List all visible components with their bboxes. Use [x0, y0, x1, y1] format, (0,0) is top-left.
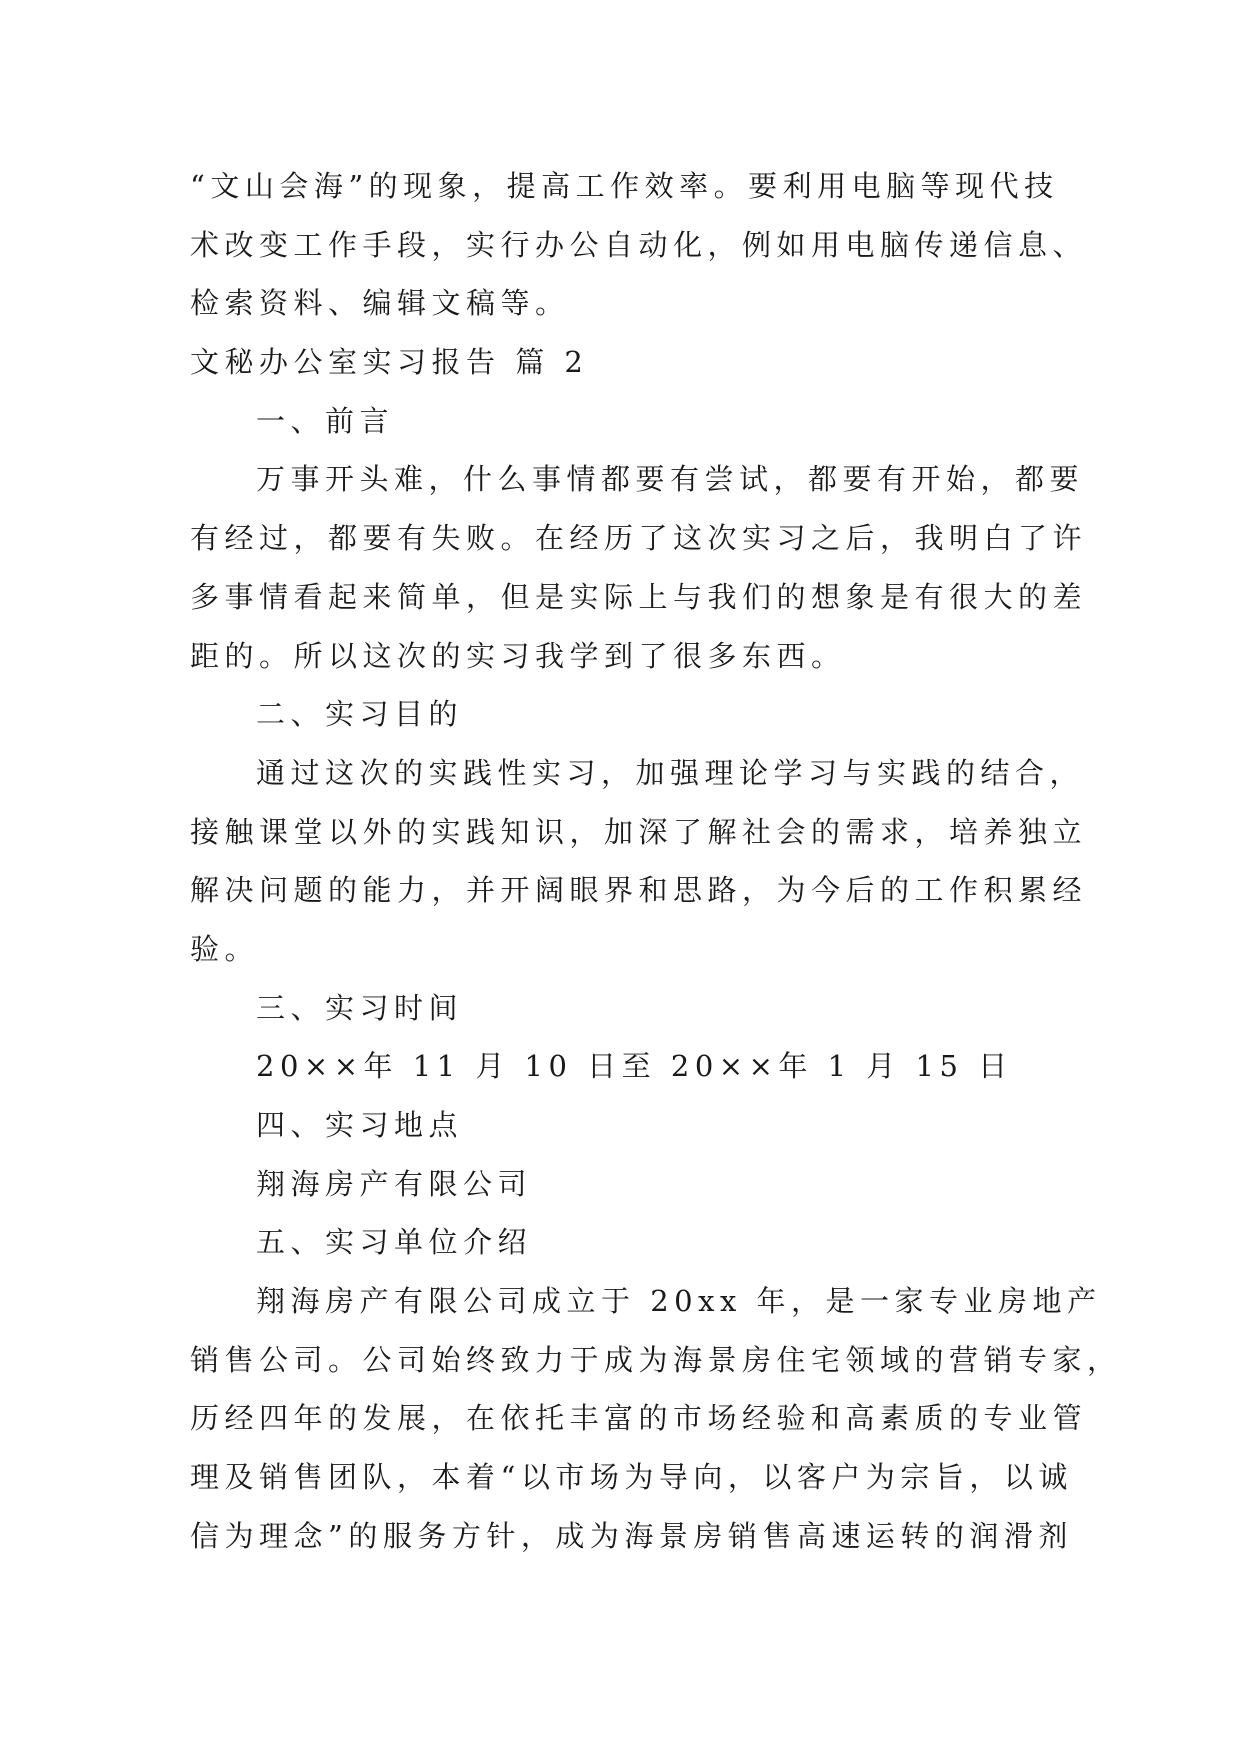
- paragraph-line: 通过这次的实践性实习，加强理论学习与实践的结合，: [256, 755, 1085, 790]
- paragraph-line: 术改变工作手段，实行办公自动化，例如用电脑传递信息、: [190, 227, 1088, 262]
- paragraph-line: 翔海房产有限公司成立于 20xx 年，是一家专业房地产: [256, 1284, 1102, 1319]
- internship-dates: 20××年 11 月 10 日至 20××年 1 月 15 日: [256, 1049, 1013, 1084]
- heading-location: 四、实习地点: [256, 1108, 464, 1142]
- paragraph-line: 理及销售团队，本着“以市场为导向，以客户为宗旨，以诚: [190, 1460, 1073, 1495]
- paragraph-line: “文山会海”的现象，提高工作效率。要利用电脑等现代技: [190, 169, 1059, 203]
- paragraph-line: 接触课堂以外的实践知识，加深了解社会的需求，培养独立: [190, 814, 1088, 849]
- paragraph-line: 距的。所以这次的实习我学到了很多东西。: [190, 638, 846, 673]
- paragraph-line: 验。: [190, 931, 260, 966]
- paragraph-line: 万事开头难，什么事情都要有尝试，都要有开始，都要: [256, 462, 1085, 497]
- section-title: 文秘办公室实习报告 篇 2: [190, 345, 589, 380]
- document-body: [190, 157, 1122, 1566]
- internship-company: 翔海房产有限公司: [256, 1166, 533, 1201]
- heading-company-intro: 五、实习单位介绍: [256, 1225, 533, 1260]
- paragraph-line: 历经四年的发展，在依托丰富的市场经验和高素质的专业管: [190, 1401, 1088, 1436]
- paragraph-line: 多事情看起来简单，但是实际上与我们的想象是有很大的差: [190, 579, 1088, 614]
- heading-time: 三、实习时间: [256, 990, 464, 1025]
- paragraph-line: 检索资料、编辑文稿等。: [190, 286, 570, 321]
- heading-preface: 一、前言: [256, 403, 395, 438]
- paragraph-line: 销售公司。公司始终致力于成为海景房住宅领域的营销专家，: [190, 1342, 1122, 1377]
- paragraph-line: 有经过，都要有失败。在经历了这次实习之后，我明白了许: [190, 521, 1088, 556]
- heading-purpose: 二、实习目的: [256, 697, 464, 732]
- paragraph-line: 解决问题的能力，并开阔眼界和思路，为今后的工作积累经: [190, 873, 1088, 908]
- paragraph-line: 信为理念”的服务方针，成为海景房销售高速运转的润滑剂: [190, 1518, 1073, 1553]
